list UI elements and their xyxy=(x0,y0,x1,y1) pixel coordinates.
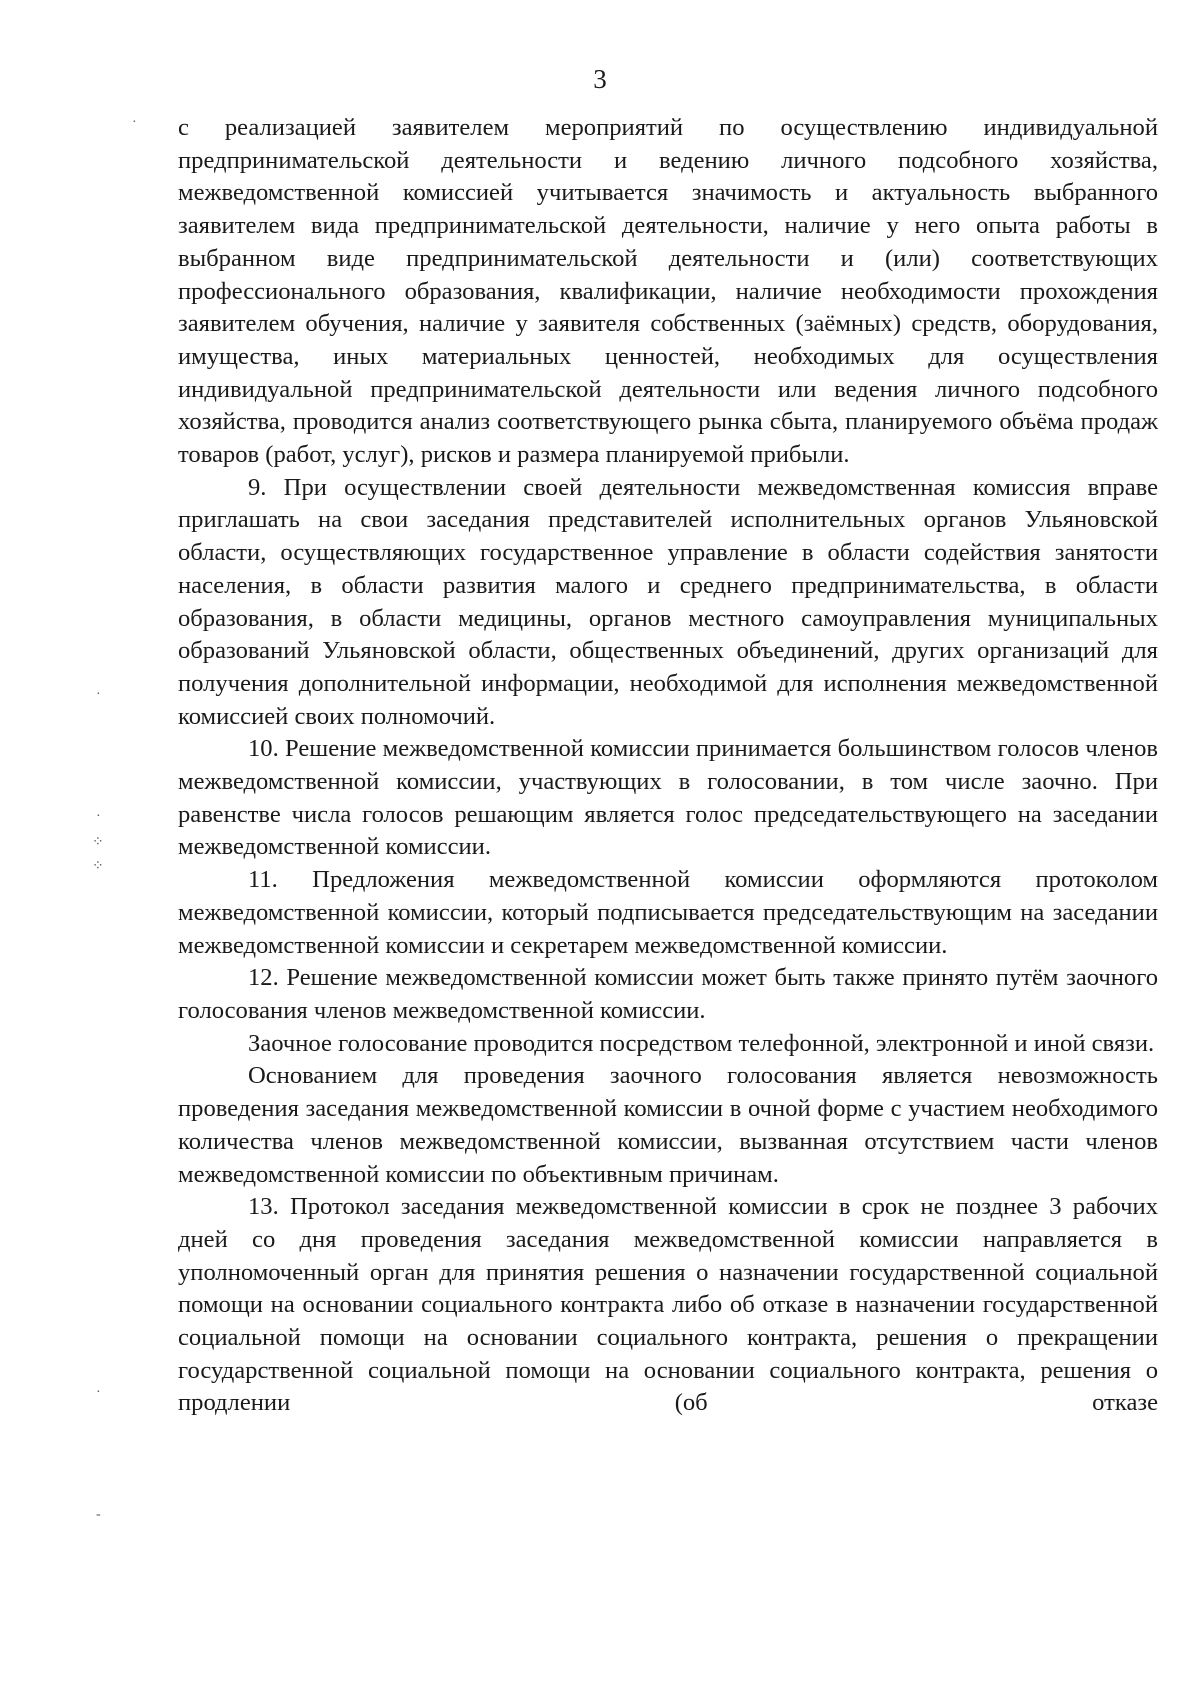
scan-mark: · xyxy=(132,115,137,130)
paragraph: 11. Предложения межведомственной комиссии оформляются протоколом межведомственной комиссии, который подписывается председательствующим на заседании межведомственной комиссии и секретарем межведомственной комиссии. xyxy=(178,866,1158,959)
scan-mark: · xyxy=(96,809,101,824)
scan-mark: · xyxy=(96,1385,101,1400)
paragraph: 9. При осуществлении своей деятельности межведомственная комиссия вправе приглашать на свои заседания представителей исполнительных органов Ульяновской области, осуществляющих государственное управление в области содействия занятости населения, в области развития малого и среднего предпринимательства, в области образования, в области медицины, органов местного самоуправления муниципальных образований Ульяновской области, общественных объединений, других организаций для получения дополнительной информации, необходимой для исполнения межведомственной комиссией своих полномочий. xyxy=(178,473,1158,730)
paragraph: 13. Протокол заседания межведомственной комиссии в срок не позднее 3 рабочих дней со дня проведения заседания межведомственной комиссии направляется в уполномоченный орган для принятия решения о назначении государственной социальной помощи на основании социального контракта либо об отказе в назначении государственной социальной помощи на основании социального контракта, решения о прекращении государственной социальной помощи на основании социального контракта, решения о продлении (об отказе xyxy=(178,1193,1158,1417)
scan-mark: - xyxy=(96,1507,101,1522)
paragraph: 10. Решение межведомственной комиссии принимается большинством голосов членов межведомственной комиссии, участвующих в голосовании, в том числе заочно. При равенстве числа голосов решающим является голос председательствующего на заседании межведомственной комиссии. xyxy=(178,735,1158,861)
document-body xyxy=(178,112,1158,1420)
paragraph: с реализацией заявителем мероприятий по осуществлению индивидуальной предпринимательской деятельности и ведению личного подсобного хозяйства, межведомственной комиссией учитывается значимость и актуальность выбранного заявителем вида предпринимательской деятельности, наличие у него опыта работы в выбранном виде предпринимательской деятельности и (или) соответствующих профессионального образования, квалификации, наличие необходимости прохождения заявителем обучения, наличие у заявителя собственных (заёмных) средств, оборудования, имущества, иных материальных ценностей, необходимых для осуществления индивидуальной предпринимательской деятельности или ведения личного подсобного хозяйства, проводится анализ соответствующего рынка сбыта, планируемого объёма продаж товаров (работ, услуг), рисков и размера планируемой прибыли. xyxy=(178,114,1158,469)
paragraph: Заочное голосование проводится посредством телефонной, электронной и иной связи. xyxy=(248,1029,1155,1057)
page-number: 3 xyxy=(593,64,607,94)
scan-mark: · xyxy=(96,687,101,702)
paragraph: 12. Решение межведомственной комиссии может быть также принято путём заочного голосования членов межведомственной комиссии. xyxy=(178,964,1158,1024)
paragraph: Основанием для проведения заочного голосования является невозможность проведения заседания межведомственной комиссии в очной форме с участием необходимого количества членов межведомственной комиссии, вызванная отсутствием части членов межведомственной комиссии по объективным причинам. xyxy=(178,1062,1158,1188)
scan-mark: ⁘ xyxy=(92,859,104,874)
scan-mark: ⁘ xyxy=(92,835,104,850)
